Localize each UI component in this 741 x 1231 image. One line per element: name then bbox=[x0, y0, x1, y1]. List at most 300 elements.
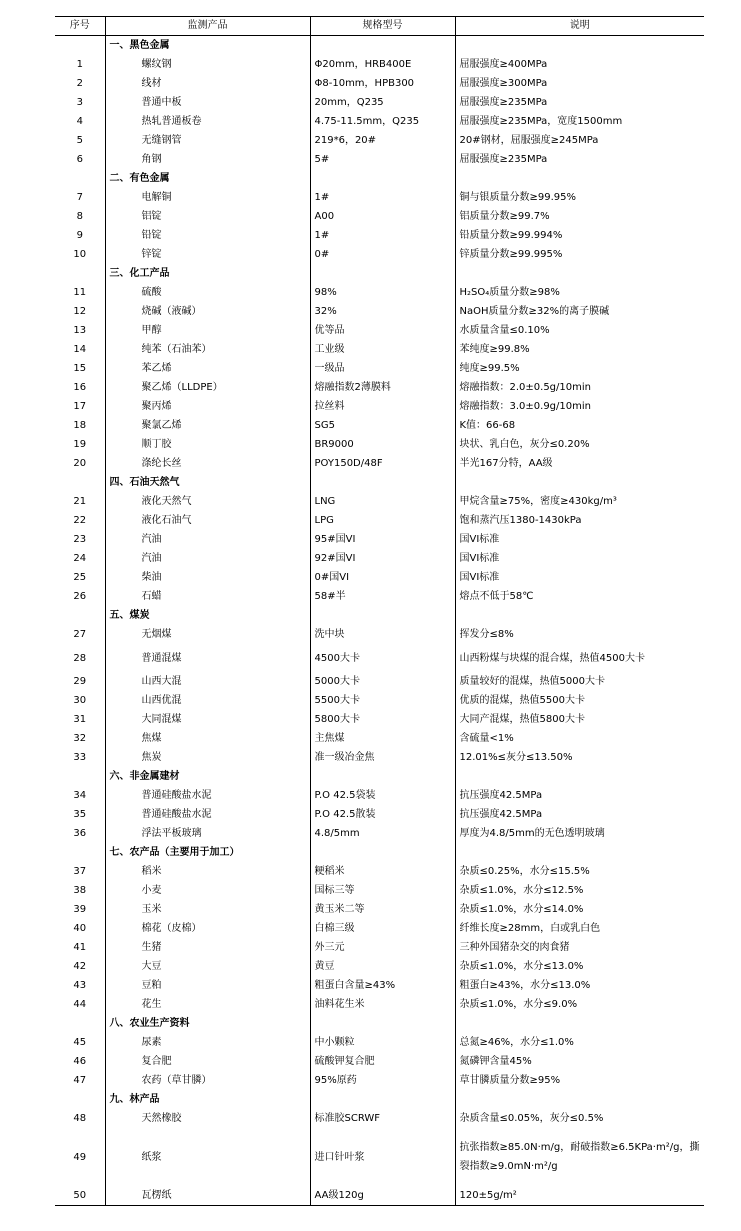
row-number: 24 bbox=[73, 553, 87, 564]
table-row bbox=[55, 881, 704, 900]
category-number-cell bbox=[55, 1090, 105, 1109]
product-spec: 粗蛋白含量≥43% bbox=[310, 976, 455, 995]
row-number: 46 bbox=[73, 1056, 87, 1067]
product-description: 纯度≥99.5% bbox=[455, 359, 704, 378]
row-number: 5 bbox=[76, 135, 83, 146]
product-spec: 熔融指数2薄膜料 bbox=[310, 378, 455, 397]
product-spec: 20mm，Q235 bbox=[310, 93, 455, 112]
table-row bbox=[55, 93, 704, 112]
category-spec-cell bbox=[310, 1014, 455, 1033]
row-number: 36 bbox=[73, 828, 87, 839]
table-row bbox=[55, 824, 704, 843]
table-row bbox=[55, 283, 704, 302]
table-row bbox=[55, 625, 704, 644]
table-row bbox=[55, 568, 704, 587]
product-description: 草甘膦质量分数≥95% bbox=[455, 1071, 704, 1090]
product-spec: 优等品 bbox=[310, 321, 455, 340]
product-spec: A00 bbox=[310, 207, 455, 226]
table-row bbox=[55, 511, 704, 530]
table-row bbox=[55, 226, 704, 245]
product-description: 甲烷含量≥75%，密度≥430kg/m³ bbox=[455, 492, 704, 511]
row-number: 33 bbox=[73, 752, 87, 763]
product-spec: 国标三等 bbox=[310, 881, 455, 900]
table-row bbox=[55, 672, 704, 691]
table-row bbox=[55, 938, 704, 957]
table-row bbox=[55, 245, 704, 264]
category-name: 三、化工产品 bbox=[105, 264, 310, 283]
product-spec: 标准胶SCRWF bbox=[310, 1109, 455, 1128]
product-description: 20#钢材，屈服强度≥245MPa bbox=[455, 131, 704, 150]
table-row bbox=[55, 900, 704, 919]
product-description: 厚度为4.8/5mm的无色透明玻璃 bbox=[455, 824, 704, 843]
product-description: 杂质≤1.0%，水分≤14.0% bbox=[455, 900, 704, 919]
product-spec: 黄玉米二等 bbox=[310, 900, 455, 919]
table-body bbox=[55, 36, 704, 1206]
product-spec: 拉丝料 bbox=[310, 397, 455, 416]
product-name: 甲醇 bbox=[105, 321, 310, 340]
row-number: 12 bbox=[73, 306, 87, 317]
table-row bbox=[55, 150, 704, 169]
product-description: 优质的混煤，热值5500大卡 bbox=[455, 691, 704, 710]
row-number: 49 bbox=[73, 1151, 87, 1163]
table-header-row bbox=[55, 17, 704, 36]
category-name: 一、黑色金属 bbox=[105, 36, 310, 56]
product-spec: 黄豆 bbox=[310, 957, 455, 976]
table-row bbox=[55, 397, 704, 416]
product-spec: SG5 bbox=[310, 416, 455, 435]
product-name: 棉花（皮棉） bbox=[105, 919, 310, 938]
product-name: 小麦 bbox=[105, 881, 310, 900]
header-spec: 规格型号 bbox=[310, 17, 455, 36]
product-spec: Φ8-10mm，HPB300 bbox=[310, 74, 455, 93]
product-name: 山西优混 bbox=[105, 691, 310, 710]
category-number-cell bbox=[55, 473, 105, 492]
table-row bbox=[55, 378, 704, 397]
row-number: 23 bbox=[73, 534, 87, 545]
row-number: 25 bbox=[73, 572, 87, 583]
product-description: 屈服强度≥235MPa，宽度1500mm bbox=[455, 112, 704, 131]
table-row bbox=[55, 786, 704, 805]
header-product: 监测产品 bbox=[105, 17, 310, 36]
category-spec-cell bbox=[310, 1090, 455, 1109]
row-number: 16 bbox=[73, 382, 87, 393]
product-description: 国VI标准 bbox=[455, 549, 704, 568]
product-description: 挥发分≤8% bbox=[455, 625, 704, 644]
product-name: 豆粕 bbox=[105, 976, 310, 995]
category-number-cell bbox=[55, 767, 105, 786]
product-description: 杂质≤1.0%，水分≤12.5% bbox=[455, 881, 704, 900]
product-name: 天然橡胶 bbox=[105, 1109, 310, 1128]
product-name: 电解铜 bbox=[105, 188, 310, 207]
product-spec: 1# bbox=[310, 226, 455, 245]
product-spec: 0#国VI bbox=[310, 568, 455, 587]
product-description: 杂质≤0.25%，水分≤15.5% bbox=[455, 862, 704, 881]
row-number: 45 bbox=[73, 1037, 87, 1048]
category-spec-cell bbox=[310, 169, 455, 188]
category-desc-cell bbox=[455, 843, 704, 862]
table-row bbox=[55, 805, 704, 824]
category-name: 二、有色金属 bbox=[105, 169, 310, 188]
category-desc-cell bbox=[455, 767, 704, 786]
category-name: 九、林产品 bbox=[105, 1090, 310, 1109]
table-row bbox=[55, 1109, 704, 1128]
category-number-cell bbox=[55, 606, 105, 625]
product-name: 尿素 bbox=[105, 1033, 310, 1052]
product-spec: 工业级 bbox=[310, 340, 455, 359]
category-spec-cell bbox=[310, 843, 455, 862]
product-name: 角钢 bbox=[105, 150, 310, 169]
row-number: 17 bbox=[73, 401, 87, 412]
product-description: 屈服强度≥400MPa bbox=[455, 55, 704, 74]
product-name: 无缝钢管 bbox=[105, 131, 310, 150]
table-row bbox=[55, 710, 704, 729]
category-name: 五、煤炭 bbox=[105, 606, 310, 625]
table-row bbox=[55, 131, 704, 150]
product-description: 块状、乳白色，灰分≤0.20% bbox=[455, 435, 704, 454]
product-name: 螺纹钢 bbox=[105, 55, 310, 74]
table-row bbox=[55, 112, 704, 131]
product-description: 水质量含量≤0.10% bbox=[455, 321, 704, 340]
table-row bbox=[55, 416, 704, 435]
product-spec: LNG bbox=[310, 492, 455, 511]
row-number: 44 bbox=[73, 999, 87, 1010]
row-number: 37 bbox=[73, 866, 87, 877]
row-number: 14 bbox=[73, 344, 87, 355]
category-desc-cell bbox=[455, 36, 704, 56]
product-spec: Φ20mm，HRB400E bbox=[310, 55, 455, 74]
product-spec: 主焦煤 bbox=[310, 729, 455, 748]
product-spec: 进口针叶浆 bbox=[310, 1128, 455, 1186]
row-number: 27 bbox=[73, 629, 87, 640]
table-row bbox=[55, 919, 704, 938]
category-row bbox=[55, 169, 704, 188]
product-description: 纤维长度≥28mm，白或乳白色 bbox=[455, 919, 704, 938]
product-name: 焦煤 bbox=[105, 729, 310, 748]
category-row bbox=[55, 1090, 704, 1109]
row-number: 15 bbox=[73, 363, 87, 374]
product-description: 半光167分特，AA级 bbox=[455, 454, 704, 473]
category-name: 七、农产品（主要用于加工） bbox=[105, 843, 310, 862]
product-spec: 油料花生米 bbox=[310, 995, 455, 1014]
product-name: 复合肥 bbox=[105, 1052, 310, 1071]
category-spec-cell bbox=[310, 767, 455, 786]
row-number: 26 bbox=[73, 591, 87, 602]
product-name: 顺丁胶 bbox=[105, 435, 310, 454]
product-spec: 0# bbox=[310, 245, 455, 264]
table-row bbox=[55, 1052, 704, 1071]
product-name: 纯苯（石油苯） bbox=[105, 340, 310, 359]
category-spec-cell bbox=[310, 606, 455, 625]
product-description: 12.01%≤灰分≤13.50% bbox=[455, 748, 704, 767]
category-desc-cell bbox=[455, 1014, 704, 1033]
product-description: 铜与银质量分数≥99.95% bbox=[455, 188, 704, 207]
product-spec: 4.75-11.5mm，Q235 bbox=[310, 112, 455, 131]
row-number: 35 bbox=[73, 809, 87, 820]
header-number: 序号 bbox=[55, 17, 105, 36]
product-name: 瓦楞纸 bbox=[105, 1186, 310, 1206]
row-number: 40 bbox=[73, 923, 87, 934]
product-name: 纸浆 bbox=[105, 1128, 310, 1186]
product-name: 普通硅酸盐水泥 bbox=[105, 786, 310, 805]
product-description: 120±5g/m² bbox=[455, 1186, 704, 1206]
product-name: 大豆 bbox=[105, 957, 310, 976]
product-name: 大同混煤 bbox=[105, 710, 310, 729]
table-row bbox=[55, 340, 704, 359]
category-row bbox=[55, 473, 704, 492]
row-number: 50 bbox=[55, 1186, 105, 1206]
product-spec: BR9000 bbox=[310, 435, 455, 454]
product-description: 杂质≤1.0%，水分≤13.0% bbox=[455, 957, 704, 976]
product-name: 石蜡 bbox=[105, 587, 310, 606]
category-number-cell bbox=[55, 264, 105, 283]
product-name: 生猪 bbox=[105, 938, 310, 957]
table-row bbox=[55, 549, 704, 568]
category-spec-cell bbox=[310, 264, 455, 283]
product-description: 铝质量分数≥99.7% bbox=[455, 207, 704, 226]
product-spec: 58#半 bbox=[310, 587, 455, 606]
product-description: 屈服强度≥235MPa bbox=[455, 93, 704, 112]
table-row bbox=[55, 957, 704, 976]
product-description: 粗蛋白≥43%，水分≤13.0% bbox=[455, 976, 704, 995]
row-number: 32 bbox=[73, 733, 87, 744]
row-number: 38 bbox=[73, 885, 87, 896]
row-number: 39 bbox=[73, 904, 87, 915]
table-row bbox=[55, 188, 704, 207]
row-number: 42 bbox=[73, 961, 87, 972]
product-description: K值：66-68 bbox=[455, 416, 704, 435]
product-spec: 一级品 bbox=[310, 359, 455, 378]
product-description: 苯纯度≥99.8% bbox=[455, 340, 704, 359]
product-description: 屈服强度≥235MPa bbox=[455, 150, 704, 169]
product-description: 屈服强度≥300MPa bbox=[455, 74, 704, 93]
row-number: 9 bbox=[76, 230, 83, 241]
header-description: 说明 bbox=[455, 17, 704, 36]
product-description: H₂SO₄质量分数≥98% bbox=[455, 283, 704, 302]
product-description: 熔融指数：2.0±0.5g/10min bbox=[455, 378, 704, 397]
table-row bbox=[55, 644, 704, 672]
product-spec: 98% bbox=[310, 283, 455, 302]
table-row bbox=[55, 587, 704, 606]
product-name: 无烟煤 bbox=[105, 625, 310, 644]
product-spec: 中小颗粒 bbox=[310, 1033, 455, 1052]
category-row bbox=[55, 1014, 704, 1033]
data-table-container bbox=[55, 16, 704, 1206]
product-name: 普通硅酸盐水泥 bbox=[105, 805, 310, 824]
product-spec: 5000大卡 bbox=[310, 672, 455, 691]
product-description: 杂质含量≤0.05%，灰分≤0.5% bbox=[455, 1109, 704, 1128]
product-description: 山西粉煤与块煤的混合煤，热值4500大卡 bbox=[455, 644, 704, 672]
product-description: 总氮≥46%，水分≤1.0% bbox=[455, 1033, 704, 1052]
product-name: 普通中板 bbox=[105, 93, 310, 112]
product-description: 质量较好的混煤，热值5000大卡 bbox=[455, 672, 704, 691]
product-spec: 白棉三级 bbox=[310, 919, 455, 938]
row-number: 29 bbox=[73, 676, 87, 687]
table-row bbox=[55, 862, 704, 881]
product-spec: 1# bbox=[310, 188, 455, 207]
product-name: 汽油 bbox=[105, 549, 310, 568]
product-name: 柴油 bbox=[105, 568, 310, 587]
product-name: 聚氯乙烯 bbox=[105, 416, 310, 435]
product-spec: 95%原药 bbox=[310, 1071, 455, 1090]
row-number: 19 bbox=[73, 439, 87, 450]
product-spec: 4.8/5mm bbox=[310, 824, 455, 843]
product-spec: LPG bbox=[310, 511, 455, 530]
product-name: 硫酸 bbox=[105, 283, 310, 302]
category-desc-cell bbox=[455, 169, 704, 188]
row-number: 3 bbox=[76, 97, 83, 108]
product-description: 熔点不低于58℃ bbox=[455, 587, 704, 606]
product-spec: 219*6，20# bbox=[310, 131, 455, 150]
category-number-cell bbox=[55, 36, 105, 56]
table-row bbox=[55, 55, 704, 74]
row-number: 7 bbox=[76, 192, 83, 203]
row-number: 22 bbox=[73, 515, 87, 526]
category-spec-cell bbox=[310, 36, 455, 56]
product-spec: 32% bbox=[310, 302, 455, 321]
table-row bbox=[55, 207, 704, 226]
product-description: 铅质量分数≥99.994% bbox=[455, 226, 704, 245]
table-row bbox=[55, 74, 704, 93]
category-desc-cell bbox=[455, 1090, 704, 1109]
category-row bbox=[55, 767, 704, 786]
row-number: 48 bbox=[73, 1113, 87, 1124]
product-description: 国VI标准 bbox=[455, 568, 704, 587]
product-spec: 准一级冶金焦 bbox=[310, 748, 455, 767]
product-spec: POY150D/48F bbox=[310, 454, 455, 473]
monitoring-products-table bbox=[55, 16, 704, 1206]
product-spec: 95#国VI bbox=[310, 530, 455, 549]
product-name: 铅锭 bbox=[105, 226, 310, 245]
product-name: 浮法平板玻璃 bbox=[105, 824, 310, 843]
row-number: 41 bbox=[73, 942, 87, 953]
table-row bbox=[55, 1186, 704, 1206]
product-name: 聚乙烯（LLDPE） bbox=[105, 378, 310, 397]
product-spec: 粳稻米 bbox=[310, 862, 455, 881]
row-number: 11 bbox=[73, 287, 87, 298]
row-number: 2 bbox=[76, 78, 83, 89]
product-description: 大同产混煤，热值5800大卡 bbox=[455, 710, 704, 729]
product-name: 稻米 bbox=[105, 862, 310, 881]
row-number: 30 bbox=[73, 695, 87, 706]
product-name: 液化天然气 bbox=[105, 492, 310, 511]
row-number: 21 bbox=[73, 496, 87, 507]
row-number: 43 bbox=[73, 980, 87, 991]
product-spec: P.O 42.5散装 bbox=[310, 805, 455, 824]
product-name: 线材 bbox=[105, 74, 310, 93]
product-description: 氮磷钾含量45% bbox=[455, 1052, 704, 1071]
product-description: 抗压强度42.5MPa bbox=[455, 786, 704, 805]
table-row bbox=[55, 995, 704, 1014]
table-row bbox=[55, 321, 704, 340]
table-row bbox=[55, 1033, 704, 1052]
row-number: 34 bbox=[73, 790, 87, 801]
row-number: 6 bbox=[76, 154, 83, 165]
category-number-cell bbox=[55, 1014, 105, 1033]
category-desc-cell bbox=[455, 473, 704, 492]
row-number: 31 bbox=[73, 714, 87, 725]
product-spec: 92#国VI bbox=[310, 549, 455, 568]
product-name: 热轧普通板卷 bbox=[105, 112, 310, 131]
product-description: 国VI标准 bbox=[455, 530, 704, 549]
product-description: 含硫量<1% bbox=[455, 729, 704, 748]
row-number: 8 bbox=[76, 211, 83, 222]
product-name: 涤纶长丝 bbox=[105, 454, 310, 473]
row-number: 28 bbox=[73, 652, 87, 664]
product-description: 熔融指数：3.0±0.9g/10min bbox=[455, 397, 704, 416]
product-name: 聚丙烯 bbox=[105, 397, 310, 416]
product-name: 焦炭 bbox=[105, 748, 310, 767]
category-name: 六、非金属建材 bbox=[105, 767, 310, 786]
product-description: 饱和蒸汽压1380-1430kPa bbox=[455, 511, 704, 530]
product-name: 铝锭 bbox=[105, 207, 310, 226]
table-row bbox=[55, 1071, 704, 1090]
row-number: 1 bbox=[76, 59, 83, 70]
product-name: 普通混煤 bbox=[105, 644, 310, 672]
row-number: 18 bbox=[73, 420, 87, 431]
category-row bbox=[55, 264, 704, 283]
row-number: 47 bbox=[73, 1075, 87, 1086]
product-spec: 5# bbox=[310, 150, 455, 169]
product-description: 三种外国猪杂交的肉食猪 bbox=[455, 938, 704, 957]
product-spec: 硫酸钾复合肥 bbox=[310, 1052, 455, 1071]
product-description: 抗压强度42.5MPa bbox=[455, 805, 704, 824]
row-number: 10 bbox=[73, 249, 87, 260]
table-row bbox=[55, 691, 704, 710]
product-name: 汽油 bbox=[105, 530, 310, 549]
category-desc-cell bbox=[455, 264, 704, 283]
product-name: 液化石油气 bbox=[105, 511, 310, 530]
product-spec: 洗中块 bbox=[310, 625, 455, 644]
product-spec: 5500大卡 bbox=[310, 691, 455, 710]
category-number-cell bbox=[55, 843, 105, 862]
product-spec: AA级120g bbox=[310, 1186, 455, 1206]
category-row bbox=[55, 36, 704, 56]
table-row bbox=[55, 530, 704, 549]
product-description: 锌质量分数≥99.995% bbox=[455, 245, 704, 264]
product-spec: 外三元 bbox=[310, 938, 455, 957]
table-row bbox=[55, 302, 704, 321]
product-name: 锌锭 bbox=[105, 245, 310, 264]
category-row bbox=[55, 843, 704, 862]
product-spec: 4500大卡 bbox=[310, 644, 455, 672]
product-description: NaOH质量分数≥32%的离子膜碱 bbox=[455, 302, 704, 321]
table-row bbox=[55, 748, 704, 767]
product-name: 烧碱（液碱） bbox=[105, 302, 310, 321]
category-name: 八、农业生产资料 bbox=[105, 1014, 310, 1033]
table-row bbox=[55, 729, 704, 748]
table-row bbox=[55, 435, 704, 454]
product-name: 玉米 bbox=[105, 900, 310, 919]
category-number-cell bbox=[55, 169, 105, 188]
row-number: 13 bbox=[73, 325, 87, 336]
product-description: 抗张指数≥85.0N·m/g，耐破指数≥6.5KPa·m²/g，撕裂指数≥9.0mN·m²/g bbox=[455, 1128, 704, 1186]
category-name: 四、石油天然气 bbox=[105, 473, 310, 492]
category-spec-cell bbox=[310, 473, 455, 492]
product-description: 杂质≤1.0%，水分≤9.0% bbox=[455, 995, 704, 1014]
table-row bbox=[55, 359, 704, 378]
product-name: 苯乙烯 bbox=[105, 359, 310, 378]
product-name: 农药（草甘膦） bbox=[105, 1071, 310, 1090]
table-row bbox=[55, 1128, 704, 1186]
table-row bbox=[55, 454, 704, 473]
product-spec: 5800大卡 bbox=[310, 710, 455, 729]
row-number: 20 bbox=[73, 458, 87, 469]
category-desc-cell bbox=[455, 606, 704, 625]
product-spec: P.O 42.5袋装 bbox=[310, 786, 455, 805]
table-row bbox=[55, 492, 704, 511]
category-row bbox=[55, 606, 704, 625]
product-name: 花生 bbox=[105, 995, 310, 1014]
